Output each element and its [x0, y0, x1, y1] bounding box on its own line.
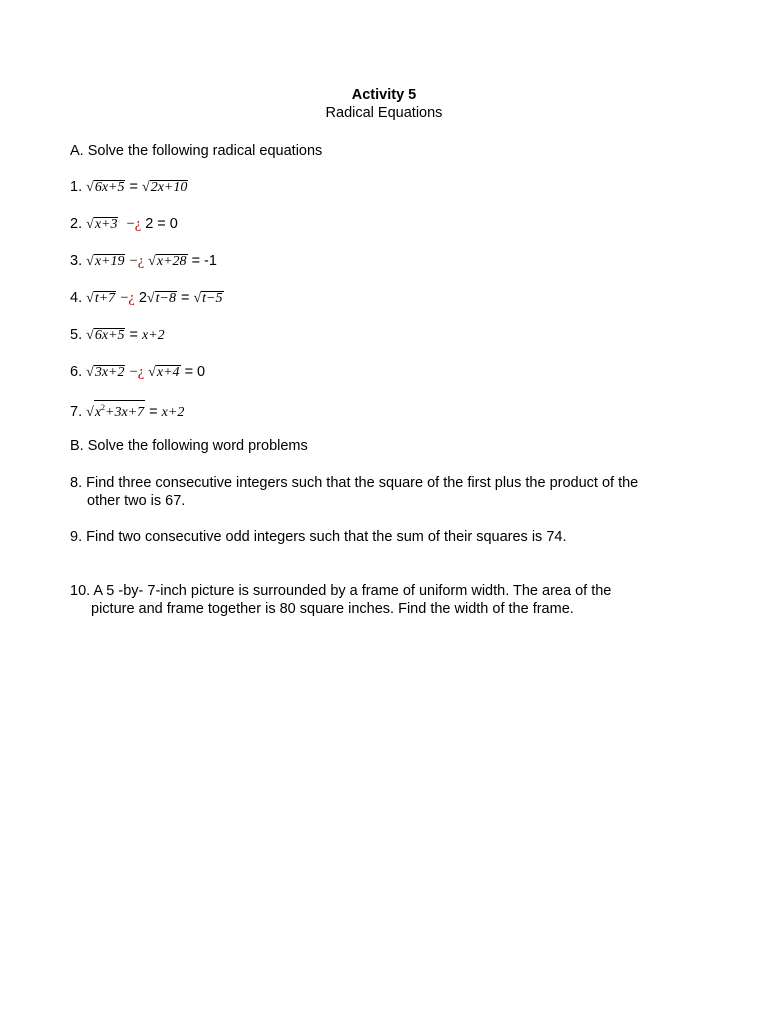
page-subtitle: Radical Equations [325, 105, 443, 121]
word-problem-8 [70, 474, 690, 510]
equation-number: 4. [70, 290, 83, 306]
radical: √t−5 [193, 291, 223, 306]
right-hand-side: x+2 [142, 328, 165, 343]
equals-sign: = [129, 327, 138, 343]
right-hand-side: x+2 [161, 405, 185, 420]
equation-number: 3. [70, 253, 83, 269]
radical: √t−8 [146, 291, 176, 306]
problem-text: 8. Find three consecutive integers such that the square of the first plus the product of the [70, 475, 639, 491]
minus-sign: − [126, 216, 135, 232]
radicand: t+7 [94, 291, 116, 306]
minus-sign: − [129, 253, 138, 269]
radicand: 6x+5 [94, 180, 125, 195]
radicand: t−5 [202, 291, 223, 306]
equation-6 [70, 363, 205, 382]
equation-number: 6. [70, 364, 83, 380]
broken-glyph: ¿ [137, 364, 145, 380]
coefficient: 2 [138, 290, 147, 306]
equation-number: 2. [70, 216, 83, 232]
problem-text: 9. Find two consecutive odd integers such that the sum of their squares is 74. [70, 529, 567, 545]
equation-rest: 2 = 0 [145, 216, 178, 232]
section-b-heading: B. Solve the following word problems [70, 438, 308, 454]
radical: √x+3 [86, 217, 118, 232]
equation-1 [70, 178, 188, 197]
equals-sign: = [180, 290, 190, 306]
radicand: 2x+10 [150, 180, 188, 195]
radical: √6x+5 [86, 328, 125, 343]
radical: √2x+10 [142, 180, 188, 195]
minus-sign: − [129, 364, 138, 380]
equation-3 [70, 252, 217, 271]
radical: √3x+2 [86, 365, 125, 380]
equation-7 [70, 400, 184, 422]
equation-rest: = 0 [184, 364, 206, 380]
radicand: x+3 [94, 217, 118, 232]
equation-2 [70, 215, 178, 234]
equals-sign: = [149, 404, 158, 420]
radicand: x+28 [156, 254, 187, 269]
section-a-heading: A. Solve the following radical equations [70, 143, 323, 159]
equals-sign: = [129, 179, 138, 195]
equation-5 [70, 326, 165, 345]
equation-rest: = -1 [191, 253, 217, 269]
equation-4 [70, 289, 224, 308]
problem-text-continued: picture and frame together is 80 square inches. Find the width of the frame. [91, 601, 574, 617]
radicand [94, 400, 145, 420]
equation-number: 7. [70, 404, 83, 420]
word-problem-9 [70, 528, 690, 546]
radical: √6x+5 [86, 180, 125, 195]
radicand: 3x+2 [94, 365, 125, 380]
broken-glyph: ¿ [134, 216, 142, 232]
radicand: 6x+5 [94, 328, 125, 343]
exponent: 2 [101, 403, 106, 412]
radicand-tail: +3x+7 [105, 405, 145, 420]
radical: √x+19 [86, 254, 125, 269]
radical: √x+4 [148, 365, 180, 380]
minus-sign: − [120, 290, 129, 306]
problem-text: 10. A 5 -by- 7-inch picture is surrounded by a frame of uniform width. The area of the [70, 583, 612, 599]
radical: √x+28 [148, 254, 187, 269]
broken-glyph: ¿ [137, 253, 145, 269]
word-problem-10 [70, 582, 690, 618]
broken-glyph: ¿ [128, 290, 135, 306]
equation-number: 5. [70, 327, 83, 343]
radical: $√x^2+3x+7$ [86, 400, 145, 422]
page-title: Activity 5 [351, 87, 417, 103]
radical: √t+7 [86, 291, 116, 306]
radicand: x+4 [156, 365, 180, 380]
equation-number: 1. [70, 179, 83, 195]
radicand: t−8 [155, 291, 176, 306]
radicand-base: x [94, 405, 102, 420]
radicand: x+19 [94, 254, 125, 269]
problem-text-continued: other two is 67. [87, 493, 186, 509]
